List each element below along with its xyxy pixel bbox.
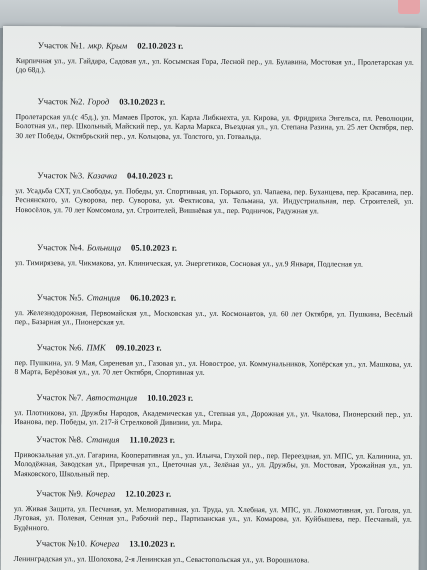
section-streets: Привокзальная ул.,ул. Гагарина, Кооперативная ул., ул. Ильича, Глухой пер., пер. Переездная, ул. МПС, ул. Калинина, ул. Молодёжная, Заводская ул., Приречная ул., Цветочная ул., Зелёная ул., ул. Дружбы, ул. Мостовая, Урожайная ул., ул. Маяковского, Школьный пер. (14, 450, 413, 479)
section-6 (14, 342, 412, 379)
section-place: Станция (86, 434, 120, 445)
section-streets: пер. Пушкина, ул. 9 Мая, Сиреневая ул., Газовая ул., ул. Новострое, ул. Коммунальников, Хопёрская ул., ул. Машкова, ул. 8 Марта, Берёзовая ул., ул. 70 лет Октября, Спортивная ул. (14, 358, 413, 378)
section-date: 03.10.2023 г. (119, 96, 166, 107)
wall-background (0, 0, 427, 28)
section-4 (15, 242, 413, 269)
section-7 (14, 392, 412, 429)
section-place: Кочерга (89, 538, 120, 549)
section-number: Участок №8. (36, 434, 84, 445)
section-5 (15, 292, 413, 329)
section-number: Участок №5. (36, 292, 84, 303)
tape-strip (398, 0, 420, 14)
section-date: 04.10.2023 г. (127, 170, 173, 181)
section-place: Автостанция (86, 392, 138, 403)
section-number: Участок №1. (37, 40, 85, 51)
section-2 (16, 96, 414, 142)
section-heading (15, 170, 413, 182)
section-heading (14, 434, 412, 446)
section-place: Казачка (87, 170, 118, 181)
section-streets: ул. Железнодорожная, Первомайская ул., Московская ул., ул. Космонавтов, ул. 60 лет Октября, ул. Пушкина, Весёлый пер., Базарная ул., Пионерская ул. (14, 308, 413, 327)
section-heading (14, 538, 412, 550)
section-date: 02.10.2023 г. (137, 40, 184, 51)
section-place: ПМК (86, 342, 106, 353)
section-heading (16, 96, 414, 108)
section-number: Участок №2. (37, 96, 85, 107)
section-streets: ул. Плотникова, ул. Дружбы Народов, Академическая ул., Степная ул., Дорожная ул., ул. Чкалова, Пионерский пер., ул. Иванова, пер. Победы, ул. 217-й Стрелковой Дивизии, ул. Мира. (14, 408, 413, 428)
section-streets: Кирпичная ул., ул. Гайдара, Садовая ул., ул. Косымская Гора, Лесной пер., ул. Булавина, Мостовая ул., Пролетарская ул.(до 68д.). (15, 56, 414, 75)
section-number: Участок №9. (35, 488, 83, 499)
section-place: мкр. Крым (87, 40, 128, 51)
section-streets: Ленинградская ул., ул. Шолохова, 2-я Ленинская ул., Севастопольская ул., ул. Ворошилова. (13, 554, 310, 565)
section-date: 10.10.2023 г. (147, 392, 194, 403)
section-heading (16, 40, 414, 52)
section-place: Больница (86, 242, 122, 253)
section-date: 11.10.2023 г. (129, 434, 175, 445)
section-1 (16, 40, 414, 77)
section-number: Участок №6. (36, 342, 84, 353)
notice-sheet (1, 26, 421, 570)
section-heading (14, 488, 412, 500)
section-place: Кочерга (85, 488, 116, 499)
section-streets: ул. Живая Защита, ул. Песчаная, ул. Мелиоративная, ул. Труда, ул. Хлебная, ул. МПС, ул. Локомотивная, ул. Гоголя, ул. Луговая, ул. Полевая, Сенная ул., Рабочий пер., Партизанская ул., ул. Комарова, ул. Куйбышева, пер. Песчаный, ул. Будённого. (13, 504, 412, 533)
section-date: 09.10.2023 г. (115, 342, 162, 353)
section-streets: ул. Тимирязева, ул. Чикмакова, ул. Клиническая, ул. Энергетиков, Сосновая ул., ул.9 Января, Подлесная ул. (14, 258, 363, 269)
section-streets: Пролетарская ул.(с 45д.), ул. Мамаев Проток, ул. Карла Либкнехта, ул. Кирова, ул. Фридриха Энгельса, пл. Революции, Болотная ул., пер. Школьный, Майский пер., ул. Карла Маркса, Въездная ул., ул. Степана Разина, ул. 25 лет Октября, пер. 30 лет Победы, Октябрьский пер., ул. Кольцова, ул. Толстого, ул. Готвальда. (15, 112, 414, 141)
section-number: Участок №7. (36, 392, 84, 403)
section-number: Участок №10. (35, 538, 88, 549)
section-number: Участок №3. (37, 170, 85, 181)
section-heading (14, 392, 412, 404)
section-place: Город (87, 96, 110, 107)
section-place: Станция (86, 292, 121, 303)
section-number: Участок №4. (37, 242, 85, 253)
section-heading (15, 242, 413, 254)
section-heading (15, 292, 413, 304)
section-date: 05.10.2023 г. (131, 242, 177, 253)
section-heading (15, 342, 413, 354)
section-9 (14, 488, 412, 534)
section-date: 13.10.2023 г. (129, 538, 176, 549)
section-streets: ул. Усадьба СХТ, ул.Свободы, ул. Победы, ул. Спортивная, ул. Горького, ул. Чапаева, пер. Буханцева, пер. Красавина, пер. Реснянского, ул. Суворова, пер. Суворова, ул. Фектисова, ул. Тельмана, ул. Индустриальная, пер. Строителей, ул. Новосёлов, ул. 70 лет Комсомола, ул. Строителей, Вишнёвая ул., пер. Родничок, Радужная ул. (15, 186, 414, 216)
section-date: 12.10.2023 г. (125, 488, 172, 499)
section-date: 06.10.2023 г. (130, 292, 177, 303)
section-3 (15, 170, 413, 216)
section-10 (14, 538, 412, 565)
section-8 (14, 434, 412, 480)
